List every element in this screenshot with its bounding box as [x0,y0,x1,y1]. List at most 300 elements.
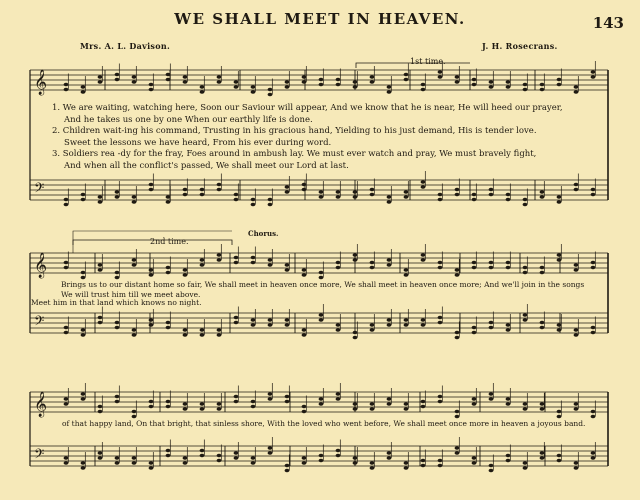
note-head [472,261,477,265]
note-head [472,461,477,465]
note-head [234,395,239,399]
note-head [421,83,426,87]
note-head [149,400,154,404]
note-head [268,446,273,450]
note-head [506,80,511,84]
note-head [64,266,69,270]
note-head [353,253,358,257]
note-head [523,318,528,322]
note-head [268,198,273,202]
note-head [64,331,69,335]
note-head [387,263,392,267]
note-head [217,407,222,411]
note-head [183,193,188,197]
note-head [302,328,307,332]
note-head [591,70,596,74]
note-head [81,90,86,94]
note-head [557,258,562,262]
note-head [183,402,188,406]
note-head [64,402,69,406]
note-head [319,454,324,458]
note-head [268,392,273,396]
note-head [251,261,256,265]
note-head [370,466,375,470]
note-head [234,456,239,460]
note-head [421,459,426,463]
note-head [421,400,426,404]
verse-3-line-2: And when all the conflict's passed, We shall meet our Lord at last. [64,161,349,171]
note-head [234,256,239,260]
note-head [115,321,120,325]
note-head [370,328,375,332]
note-head [132,258,137,262]
note-head [268,323,273,327]
note-head [183,268,188,272]
note-head [472,456,477,460]
note-head [149,268,154,272]
note-head [217,454,222,458]
note-head [98,80,103,84]
note-head [149,461,154,465]
note-head [455,336,460,340]
note-head [166,78,171,82]
note-head [489,321,494,325]
note-head [523,407,528,411]
note-head [285,323,290,327]
note-head [302,80,307,84]
note-head [421,464,426,468]
note-head [472,78,477,82]
note-head [166,321,171,325]
note-head [591,451,596,455]
note-head [285,318,290,322]
note-head [98,316,103,320]
note-head [166,195,171,199]
note-head [455,193,460,197]
note-head [387,397,392,401]
note-head [455,331,460,335]
note-head [387,90,392,94]
note-head [268,258,273,262]
note-head [438,321,443,325]
note-head [64,461,69,465]
note-head [200,402,205,406]
note-head [421,185,426,189]
note-head [115,195,120,199]
note-head [387,456,392,460]
note-head [472,193,477,197]
note-head [98,451,103,455]
note-head [234,80,239,84]
note-head [319,397,324,401]
note-head [353,195,358,199]
note-head [217,188,222,192]
note-head [166,326,171,330]
note-head [64,397,69,401]
note-head [336,392,341,396]
note-head [115,456,120,460]
note-head [81,85,86,89]
note-head [115,190,120,194]
note-head [353,456,358,460]
note-head [234,85,239,89]
note-head [523,198,528,202]
note-head [438,70,443,74]
note-head [64,88,69,92]
note-head [523,313,528,317]
note-head [557,459,562,463]
note-head [336,454,341,458]
note-head [81,333,86,337]
note-head [438,316,443,320]
note-head [489,188,494,192]
note-head [183,75,188,79]
note-head [200,449,205,453]
note-head [574,90,579,94]
note-head [251,203,256,207]
note-head [285,80,290,84]
note-head [149,318,154,322]
note-head [336,397,341,401]
note-head [81,466,86,470]
note-head [285,400,290,404]
note-head [591,261,596,265]
note-head [166,454,171,458]
note-head [455,188,460,192]
note-head [404,273,409,277]
note-head [557,200,562,204]
note-head [115,400,120,404]
bass-clef-icon: 𝄢 [34,180,45,199]
note-head [268,93,273,97]
note-head [319,78,324,82]
note-head [404,402,409,406]
note-head [319,271,324,275]
note-head [387,200,392,204]
note-head [200,258,205,262]
note-head [404,195,409,199]
note-head [132,415,137,419]
note-head [540,266,545,270]
note-head [166,266,171,270]
note-head [200,193,205,197]
note-head [472,83,477,87]
note-head [557,328,562,332]
note-head [540,83,545,87]
note-head [183,456,188,460]
note-head [302,188,307,192]
note-head [217,80,222,84]
verse-3-line-1: 3. Soldiers rea -dy for the fray, Foes around in ambush lay. We must ever watch and pray, We must bravely fight, [52,149,537,159]
note-head [370,407,375,411]
note-head [251,400,256,404]
note-head [285,464,290,468]
note-head [64,456,69,460]
note-head [268,263,273,267]
note-head [336,83,341,87]
note-head [81,193,86,197]
note-head [523,461,528,465]
note-head [285,268,290,272]
note-head [353,85,358,89]
note-head [251,198,256,202]
note-head [540,326,545,330]
note-head [302,456,307,460]
note-head [81,461,86,465]
note-head [523,266,528,270]
note-head [285,85,290,89]
note-head [319,190,324,194]
composer-credit: J. H. Rosecrans. [482,41,558,51]
note-head [183,273,188,277]
note-head [234,316,239,320]
note-head [234,193,239,197]
note-head [149,323,154,327]
note-head [302,333,307,337]
note-head [319,313,324,317]
note-head [98,263,103,267]
note-head [574,333,579,337]
note-head [336,266,341,270]
note-head [217,328,222,332]
note-head [166,200,171,204]
note-head [404,73,409,77]
note-head [438,395,443,399]
chorus-line-3: Meet him in that land which knows no night. [31,298,202,307]
note-head [557,454,562,458]
note-head [115,73,120,77]
note-head [268,451,273,455]
lyricist-credit: Mrs. A. L. Davison. [80,41,171,51]
note-head [574,188,579,192]
note-head [319,276,324,280]
note-head [472,198,477,202]
note-head [472,331,477,335]
note-head [64,326,69,330]
note-head [472,266,477,270]
note-head [455,415,460,419]
chorus-label: Chorus. [248,229,279,238]
note-head [557,78,562,82]
note-head [421,323,426,327]
note-head [540,271,545,275]
note-head [115,276,120,280]
note-head [285,263,290,267]
note-head [455,75,460,79]
note-head [506,323,511,327]
note-head [387,402,392,406]
note-head [302,410,307,414]
note-head [574,183,579,187]
note-head [234,451,239,455]
note-head [421,253,426,257]
note-head [438,400,443,404]
treble-clef-icon: 𝄞 [34,70,48,95]
note-head [404,78,409,82]
note-head [506,266,511,270]
note-head [506,459,511,463]
note-head [166,400,171,404]
note-head [200,328,205,332]
note-head [591,410,596,414]
note-head [132,461,137,465]
verse-2-line-2: Sweet the lessons we have heard, From his ever during word. [64,138,332,148]
note-head [251,323,256,327]
note-head [251,318,256,322]
note-head [132,195,137,199]
chorus-line-2: We will trust him till we meet above. [61,290,201,299]
note-head [370,402,375,406]
note-head [336,78,341,82]
note-head [472,402,477,406]
note-head [591,331,596,335]
note-head [234,321,239,325]
verse-1-line-2: And he takes us one by one When our earthly life is done. [64,115,313,125]
note-head [217,402,222,406]
note-head [438,75,443,79]
note-head [81,392,86,396]
note-head [455,80,460,84]
note-head [472,397,477,401]
note-head [438,193,443,197]
note-head [132,410,137,414]
note-head [557,83,562,87]
note-head [387,258,392,262]
chorus-line-4: of that happy land, On that bright, that sinless shore, With the loved who went before, We shall meet once more in heaven a joyous band. [62,419,586,428]
note-head [404,407,409,411]
note-head [591,415,596,419]
note-head [455,273,460,277]
note-head [489,193,494,197]
note-head [557,323,562,327]
note-head [115,271,120,275]
note-head [302,273,307,277]
note-head [506,454,511,458]
note-head [166,449,171,453]
note-head [506,193,511,197]
note-head [166,271,171,275]
note-head [557,410,562,414]
note-head [353,331,358,335]
note-head [370,193,375,197]
note-head [149,83,154,87]
note-head [268,397,273,401]
note-head [285,469,290,473]
note-head [302,268,307,272]
note-head [370,461,375,465]
note-head [387,451,392,455]
note-head [591,75,596,79]
note-head [319,195,324,199]
note-head [132,263,137,267]
note-head [183,328,188,332]
note-head [421,88,426,92]
note-head [217,253,222,257]
note-head [115,78,120,82]
treble-clef-icon: 𝄞 [34,392,48,417]
note-head [166,405,171,409]
note-head [166,73,171,77]
note-head [506,198,511,202]
note-head [455,451,460,455]
note-head [387,195,392,199]
note-head [81,198,86,202]
note-head [489,397,494,401]
note-head [115,326,120,330]
note-head [302,461,307,465]
note-head [234,261,239,265]
note-head [234,400,239,404]
note-head [523,466,528,470]
note-head [574,85,579,89]
note-head [370,323,375,327]
note-head [387,85,392,89]
note-head [98,200,103,204]
note-head [540,88,545,92]
note-head [523,203,528,207]
note-head [353,461,358,465]
note-head [98,268,103,272]
note-head [540,407,545,411]
note-head [251,461,256,465]
note-head [523,271,528,275]
note-head [489,85,494,89]
note-head [183,333,188,337]
note-head [591,266,596,270]
note-head [387,323,392,327]
note-head [200,188,205,192]
note-head [489,392,494,396]
note-head [115,461,120,465]
note-head [149,273,154,277]
note-head [404,323,409,327]
note-head [455,268,460,272]
note-head [319,318,324,322]
note-head [132,328,137,332]
note-head [149,88,154,92]
note-head [574,263,579,267]
note-head [557,415,562,419]
note-head [251,456,256,460]
verse-1-line-1: 1. We are waiting, watching here, Soon our Saviour will appear, And we know that he is near, He will heed our prayer, [52,103,563,113]
note-head [489,266,494,270]
note-head [370,266,375,270]
note-head [64,198,69,202]
note-head [438,198,443,202]
note-head [98,195,103,199]
note-head [421,318,426,322]
note-head [234,198,239,202]
note-head [149,188,154,192]
note-head [268,318,273,322]
note-head [540,321,545,325]
bass-clef-icon: 𝄢 [34,446,45,465]
note-head [268,88,273,92]
note-head [591,193,596,197]
note-head [149,405,154,409]
note-head [421,258,426,262]
note-head [540,195,545,199]
note-head [336,190,341,194]
note-head [302,405,307,409]
note-head [404,190,409,194]
note-head [268,203,273,207]
note-head [81,276,86,280]
note-head [200,85,205,89]
note-head [591,456,596,460]
note-head [302,183,307,187]
note-head [506,261,511,265]
